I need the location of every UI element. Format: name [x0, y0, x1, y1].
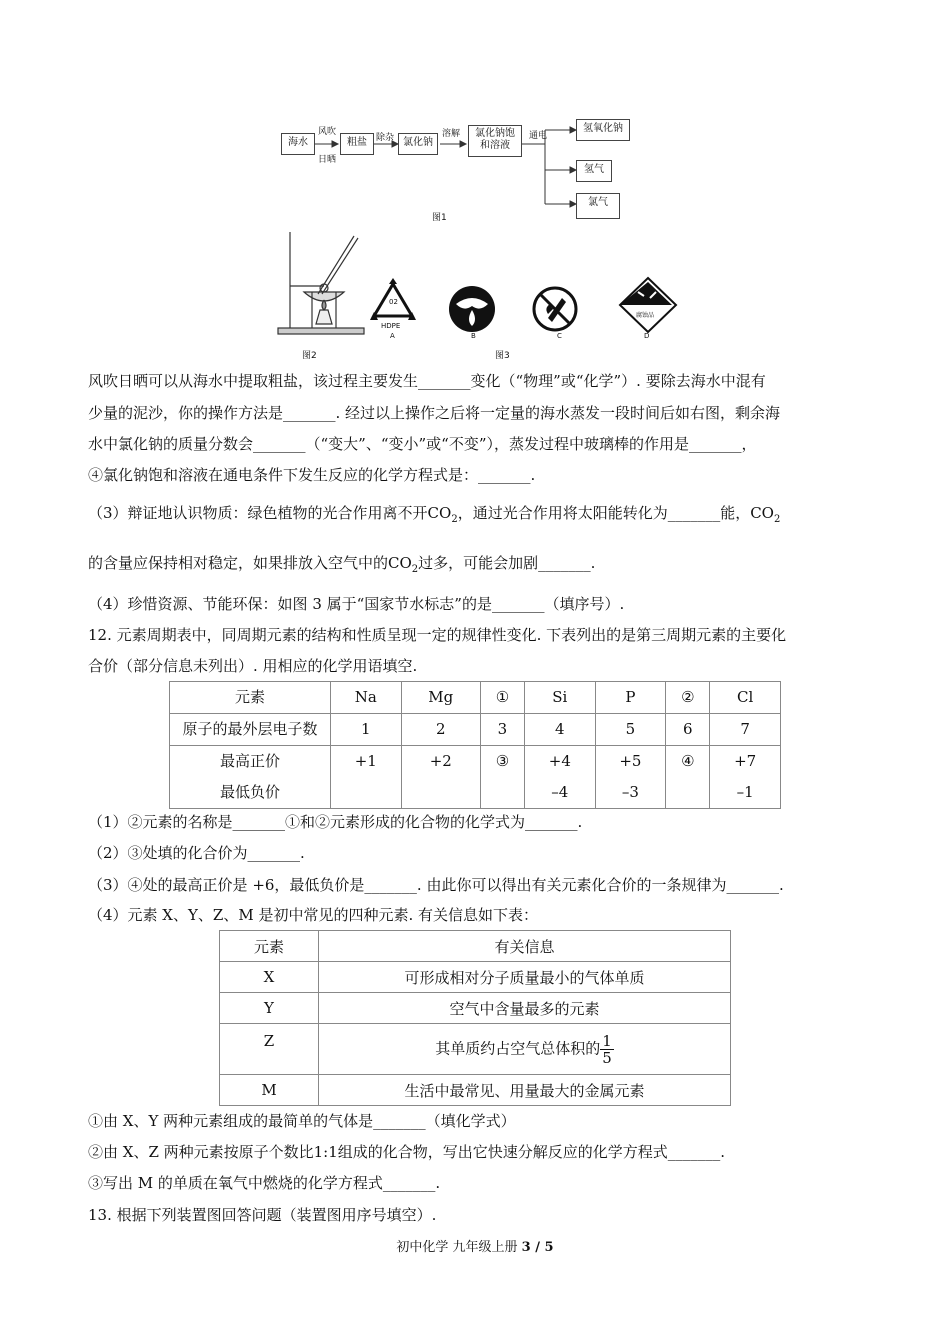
- table2-header-info: 有关信息: [319, 931, 731, 962]
- table-row: Z 其单质约占空气总体积的 $\frac{1}{5}$: [220, 1024, 731, 1075]
- sign-a-text: 02: [389, 298, 398, 306]
- table1-element: Si: [525, 682, 596, 714]
- element-info-table: [219, 930, 731, 1106]
- table1-element: P: [595, 682, 666, 714]
- question-4: （4）珍惜资源、节能环保：如图 3 属于“国家节水标志”的是_______（填序号）.: [88, 595, 625, 613]
- table2-header-element: 元素: [220, 931, 319, 962]
- page-number: 3: [521, 1240, 531, 1255]
- table1-element: Mg: [401, 682, 480, 714]
- table1-electron: 5: [595, 714, 666, 746]
- no-fire-sign-icon: [530, 284, 580, 334]
- question-12-line-2: 合价（部分信息未列出）. 用相应的化学用语填空.: [88, 657, 418, 675]
- sign-letter-d: D: [644, 332, 650, 340]
- paragraph-line-1: 风吹日晒可以从海水中提取粗盐，该过程主要发生_______变化（“物理”或“化学”）. 要除去海水中混有: [88, 372, 766, 390]
- question-12-line-1: 12. 元素周期表中，同周期元素的结构和性质呈现一定的规律性变化. 下表列出的是第三周期元素的主要化: [88, 626, 787, 644]
- water-saving-sign-icon: [446, 284, 498, 334]
- answer-line-1: ①由 X、Y 两种元素组成的最简单的气体是_______（填化学式）: [88, 1112, 516, 1130]
- sign-letter-a: A: [390, 332, 395, 340]
- figure-2-caption: 图2: [302, 351, 317, 361]
- recycle-sign-icon: [366, 278, 420, 340]
- sign-letter-c: C: [557, 332, 562, 340]
- label-electrolysis: 通电: [529, 131, 548, 141]
- corrosive-sign-icon: [616, 276, 680, 334]
- table-row: X 可形成相对分子质量最小的气体单质: [220, 962, 731, 993]
- table1-valence-cell: ④: [666, 746, 710, 809]
- table1-element: Cl: [710, 682, 781, 714]
- label-dissolve: 溶解: [442, 129, 461, 139]
- table1-electron-label: 原子的最外层电子数: [170, 714, 331, 746]
- sub-question-1: （1）②元素的名称是_______①和②元素形成的化合物的化学式为_______.: [88, 813, 583, 831]
- sub-question-2: （2）③处填的化合价为_______.: [88, 844, 305, 862]
- table1-electron: 4: [525, 714, 596, 746]
- table1-valence-cell: +2: [401, 746, 480, 809]
- table-row: M 生活中最常见、用量最大的金属元素: [220, 1075, 731, 1106]
- table1-valence-labels: [170, 746, 331, 809]
- label-sun: 日晒: [318, 155, 337, 165]
- table1-element: ①: [480, 682, 524, 714]
- figure-1-caption: 图1: [432, 213, 447, 223]
- table1-electron: 1: [331, 714, 402, 746]
- question-3-line-2: 的含量应保持相对稳定，如果排放入空气中的$CO_2$过多，可能会加剧_______.: [88, 554, 596, 575]
- paragraph-line-3: 水中氯化钠的质量分数会_______（“变大”、“变小”或“不变”），蒸发过程中玻璃棒的作用是_______，: [88, 435, 757, 453]
- sign-letter-b: B: [471, 332, 476, 340]
- table1-header-label: 元素: [170, 682, 331, 714]
- sub-question-4: （4）元素 X、Y、Z、M 是初中常见的四种元素. 有关信息如下表：: [88, 906, 538, 924]
- box-chlorine: 氯气: [576, 193, 620, 219]
- box-crude-salt: 粗盐: [340, 133, 374, 155]
- table1-max-label: 最高正价: [219, 752, 280, 770]
- fraction: $\frac{1}{5}$: [602, 1031, 612, 1067]
- box-seawater: 海水: [281, 133, 315, 155]
- answer-line-2: ②由 X、Z 两种元素按原子个数比1:1组成的化合物，写出它快速分解反应的化学方程式_______.: [88, 1143, 726, 1161]
- evaporation-apparatus-icon: [276, 228, 366, 340]
- table-row: Y 空气中含量最多的元素: [220, 993, 731, 1024]
- box-nacl: 氯化钠: [398, 133, 438, 155]
- table1-valence-cell: +4 –4: [525, 746, 596, 809]
- sign-a-sub: HDPE: [381, 322, 401, 330]
- table1-electron: 2: [401, 714, 480, 746]
- box-hydrogen: 氢气: [576, 160, 612, 182]
- table1-min-label: 最低负价: [219, 783, 280, 801]
- sign-d-text: 腐蚀品: [636, 312, 655, 319]
- box-nacl-solution: 氯化钠饱和溶液: [468, 125, 522, 157]
- valence-table: [169, 681, 781, 809]
- table1-element: Na: [331, 682, 402, 714]
- table1-element: ②: [666, 682, 710, 714]
- answer-line-3: ③写出 M 的单质在氧气中燃烧的化学方程式_______.: [88, 1174, 441, 1192]
- table1-electron: 3: [480, 714, 524, 746]
- question-3-line-1: （3）辩证地认识物质：绿色植物的光合作用离不开$CO_2$，通过光合作用将太阳能转化为_______能，$CO_2$: [88, 504, 781, 525]
- label-wind: 风吹: [318, 127, 337, 137]
- figure-3-caption: 图3: [495, 351, 510, 361]
- table1-electron: 6: [666, 714, 710, 746]
- paragraph-line-4: ④氯化钠饱和溶液在通电条件下发生反应的化学方程式是：_______.: [88, 466, 536, 484]
- table1-valence-cell: +5 –3: [595, 746, 666, 809]
- question-13: 13. 根据下列装置图回答问题（装置图用序号填空）.: [88, 1206, 437, 1224]
- table1-electron: 7: [710, 714, 781, 746]
- sub-question-3: （3）④处的最高正价是 +6，最低负价是_______. 由此你可以得出有关元素化合价的一条规律为_______.: [88, 876, 784, 894]
- box-naoh: 氢氧化钠: [576, 119, 630, 141]
- paragraph-line-2: 少量的泥沙，你的操作方法是_______. 经过以上操作之后将一定量的海水蒸发一段时间后如右图，剩余海: [88, 404, 781, 422]
- label-purify: 除杂: [376, 133, 395, 143]
- page-total: 5: [544, 1240, 554, 1255]
- table1-valence-cell: ③: [480, 746, 524, 809]
- page-footer: 初中化学 九年级上册 3 / 5: [396, 1240, 554, 1255]
- table1-valence-cell: +1: [331, 746, 402, 809]
- table1-valence-cell: +7 –1: [710, 746, 781, 809]
